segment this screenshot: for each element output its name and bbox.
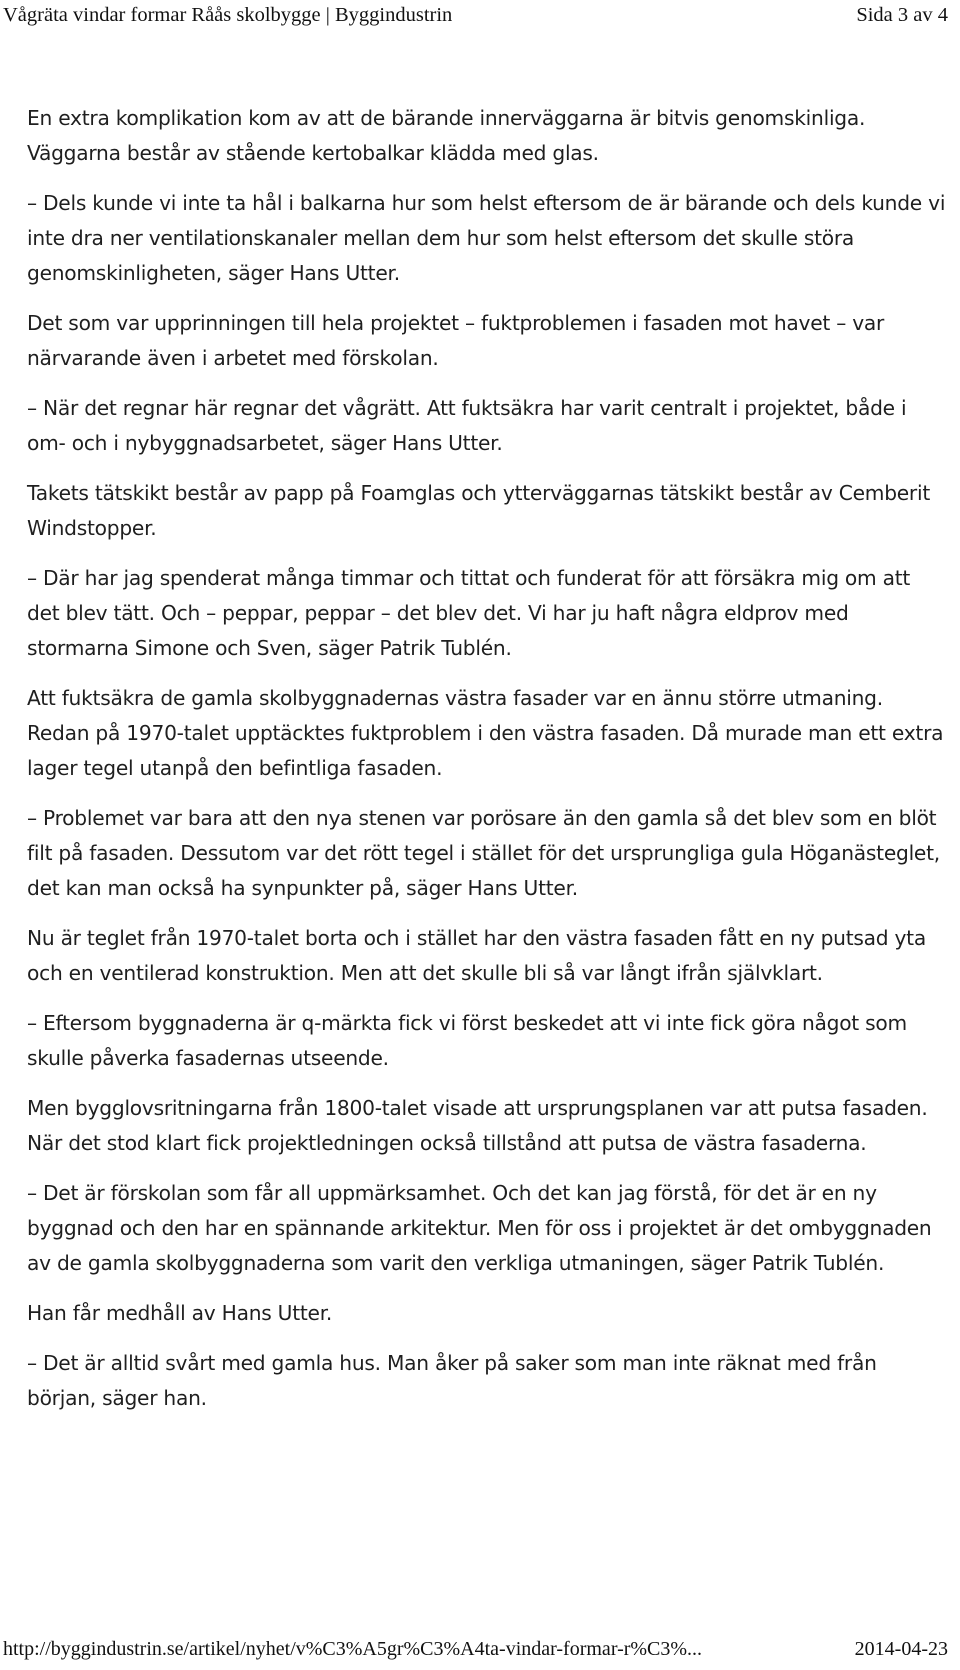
article-paragraph: Men bygglovsritningarna från 1800-talet visade att ursprungsplanen var att putsa fasaden. När det stod klart fick projektledningen också tillstånd att putsa de västra fasaderna. <box>27 1096 928 1155</box>
print-footer <box>3 1638 948 1662</box>
print-header <box>3 4 948 30</box>
article-paragraph: Att fuktsäkra de gamla skolbyggnadernas västra fasader var en ännu större utmaning. Redan på 1970-talet upptäcktes fuktproblem i den västra fasaden. Då murade man ett extra lager tegel utanpå den befintliga fasaden. <box>27 686 944 780</box>
article-paragraph: – Där har jag spenderat många timmar och tittat och funderat för att försäkra mig om att det blev tätt. Och – peppar, peppar – det blev det. Vi har ju haft några eldprov med stormarna Simone och Sven, säger Patrik Tublén. <box>27 566 911 660</box>
print-date: 2014-04-23 <box>854 1638 948 1660</box>
page-title: Vågräta vindar formar Råås skolbygge | Byggindustrin <box>3 4 453 26</box>
page-url: http://byggindustrin.se/artikel/nyhet/v%C3%A5gr%C3%A4ta-vindar-formar-r%C3%... <box>3 1638 703 1660</box>
article-paragraph: – Problemet var bara att den nya stenen var porösare än den gamla så det blev som en blöt filt på fasaden. Dessutom var det rött tegel i stället för det ursprungliga gula Höganästeglet, det kan man också ha synpunkter på, säger Hans Utter. <box>27 806 940 900</box>
page-number: Sida 3 av 4 <box>856 4 948 26</box>
article-paragraph: Nu är teglet från 1970-talet borta och i stället har den västra fasaden fått en ny putsad yta och en ventilerad konstruktion. Men att det skulle bli så var långt ifrån självklart. <box>27 926 926 985</box>
article-paragraph: – Eftersom byggnaderna är q-märkta fick vi först beskedet att vi inte fick göra något som skulle påverka fasadernas utseende. <box>27 1011 907 1070</box>
article-paragraph: – Det är förskolan som får all uppmärksamhet. Och det kan jag förstå, för det är en ny byggnad och den har en spännande arkitektur. Men för oss i projektet är det ombyggnaden av de gamla skolbyggnaderna som varit den verkliga utmaningen, säger Patrik Tublén. <box>27 1181 932 1275</box>
article-paragraph: En extra komplikation kom av att de bärande innerväggarna är bitvis genomskinliga. Väggarna består av stående kertobalkar klädda med glas. <box>27 106 866 165</box>
article-paragraph: Takets tätskikt består av papp på Foamglas och ytterväggarnas tätskikt består av Cemberit Windstopper. <box>27 481 931 540</box>
article-paragraph: – När det regnar här regnar det vågrätt. Att fuktsäkra har varit centralt i projektet, både i om- och i nybyggnadsarbetet, säger Hans Utter. <box>27 396 907 455</box>
article-paragraph: – Dels kunde vi inte ta hål i balkarna hur som helst eftersom de är bärande och dels kunde vi inte dra ner ventilationskanaler mellan dem hur som helst eftersom det skulle störa genomskinligheten, säger Hans Utter. <box>27 191 946 285</box>
article-paragraph: Han får medhåll av Hans Utter. <box>27 1301 333 1325</box>
article-body <box>27 101 947 1431</box>
article-paragraph: – Det är alltid svårt med gamla hus. Man åker på saker som man inte räknat med från början, säger han. <box>27 1351 877 1410</box>
article-paragraph: Det som var upprinningen till hela projektet – fuktproblemen i fasaden mot havet – var närvarande även i arbetet med förskolan. <box>27 311 885 370</box>
